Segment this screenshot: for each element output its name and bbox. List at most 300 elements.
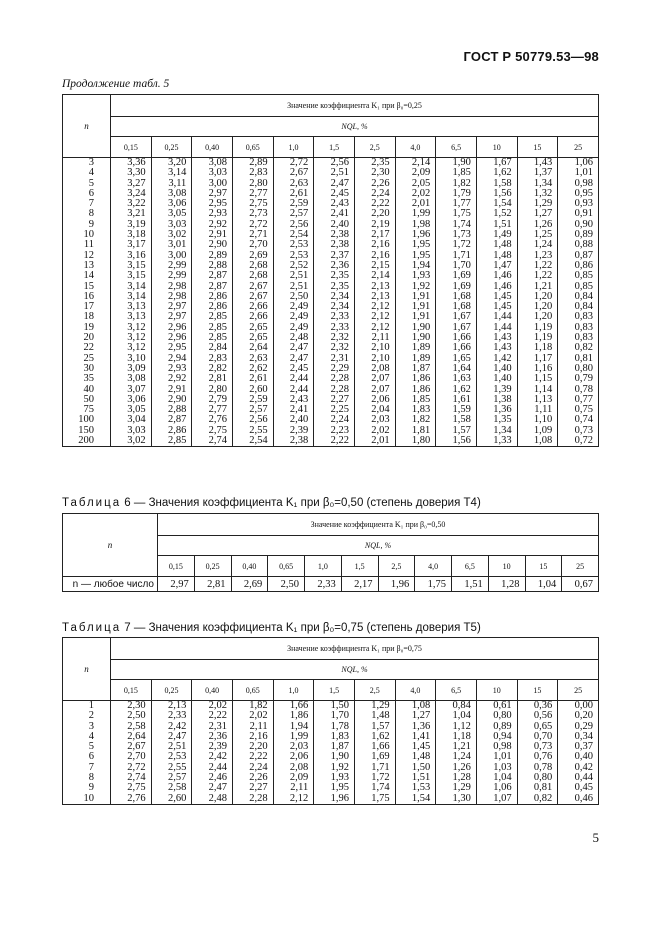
table-cell: 2,57 [232,405,273,415]
table-cell: 0,72 [558,436,599,447]
table-cell: 2,60 [151,794,192,805]
table-cell: 1,45 [476,302,517,312]
table-cell: 0,88 [558,240,599,250]
table-cell: 1,04 [525,577,562,592]
table-cell: 3,15 [111,271,152,281]
table-cell: 2,76 [111,794,152,805]
table-cell: 2,81 [192,374,233,384]
table-cell: 1,81 [395,426,436,436]
table-cell: 2,48 [273,333,314,343]
coef-title: Значение коэффициента K₁ при β₀=0,75 [111,638,599,660]
table-cell: 2,65 [232,323,273,333]
table-cell: 2,10 [354,343,395,353]
row-n: 25 [63,354,111,364]
table-cell: 0,40 [558,752,599,762]
table-cell: 2,41 [314,209,355,219]
nql-value-header: 1,5 [314,137,355,158]
table-cell: 1,04 [436,711,477,721]
table-cell: 0,56 [517,711,558,721]
table-cell: 1,90 [436,158,477,169]
table-cell: 2,59 [232,395,273,405]
table-cell: 3,00 [192,179,233,189]
table-cell: 1,96 [395,230,436,240]
table-cell: 1,20 [517,312,558,322]
table-cell: 2,97 [151,312,192,322]
table-cell: 1,89 [395,343,436,353]
table-cell: 2,14 [395,158,436,169]
table-cell: 2,90 [192,240,233,250]
table-cell: 1,56 [436,436,477,447]
table-cell: 0,81 [517,783,558,793]
table-cell: 0,73 [517,742,558,752]
table-cell: 2,82 [192,364,233,374]
table-cell: 3,21 [111,209,152,219]
table-cell: 1,36 [395,722,436,732]
table-cell: 0,79 [558,374,599,384]
table-cell: 1,85 [436,168,477,178]
table-cell: 1,46 [476,282,517,292]
table-cell: 1,24 [436,752,477,762]
row-n: 4 [63,168,111,178]
table-cell: 2,30 [111,701,152,712]
table-cell: 1,29 [436,783,477,793]
row-n: 9 [63,783,111,793]
table-cell: 1,40 [476,374,517,384]
table7 [62,637,599,805]
table-cell: 2,41 [273,405,314,415]
table-cell: 3,03 [111,426,152,436]
table-cell: 2,55 [232,426,273,436]
table-cell: 3,13 [111,302,152,312]
n-header: n [63,638,111,701]
table-cell: 1,82 [395,415,436,425]
table-cell: 3,05 [151,209,192,219]
row-n: 10 [63,230,111,240]
table-cell: 0,34 [558,732,599,742]
table-cell: 0,20 [558,711,599,721]
table-cell: 2,60 [232,385,273,395]
table-cell: 1,69 [436,271,477,281]
table-cell: 2,34 [314,302,355,312]
table-cell: 2,37 [314,251,355,261]
table-cell: 1,54 [395,794,436,805]
table-cell: 2,30 [354,168,395,178]
table-cell: 2,56 [273,220,314,230]
table-cell: 1,92 [314,763,355,773]
table-cell: 2,49 [273,312,314,322]
row-n: 20 [63,333,111,343]
nql-value-header: 0,40 [231,556,268,577]
table-cell: 0,73 [558,426,599,436]
table-cell: 1,43 [476,343,517,353]
row-n: 200 [63,436,111,447]
table-cell: 2,64 [111,732,152,742]
table-cell: 2,63 [232,354,273,364]
table-cell: 1,09 [517,426,558,436]
table-cell: 1,22 [517,261,558,271]
table-cell: 3,10 [111,354,152,364]
row-n: 10 [63,794,111,805]
table-cell: 2,28 [314,385,355,395]
table-cell: 1,20 [517,302,558,312]
table-cell: 1,40 [476,364,517,374]
table-cell: 1,38 [476,395,517,405]
table-cell: 1,51 [452,577,489,592]
table-cell: 2,28 [314,374,355,384]
table-cell: 0,80 [558,364,599,374]
table-cell: 0,91 [558,209,599,219]
table-cell: 2,09 [273,773,314,783]
table-cell: 1,28 [436,773,477,783]
table-cell: 2,67 [111,742,152,752]
table-cell: 1,47 [476,261,517,271]
table-cell: 1,66 [273,701,314,712]
table-cell: 1,93 [395,271,436,281]
table-cell: 2,95 [151,343,192,353]
table-cell: 0,74 [558,415,599,425]
table-cell: 2,24 [232,763,273,773]
table-cell: 2,53 [273,251,314,261]
table-cell: 2,47 [314,179,355,189]
table-cell: 2,85 [192,312,233,322]
nql-label: NQL, % [158,536,599,556]
row-n: 16 [63,292,111,302]
row-n: 7 [63,763,111,773]
table-cell: 1,67 [476,158,517,169]
nql-value-header: 0,65 [232,680,273,701]
table-cell: 1,44 [476,312,517,322]
table-cell: 1,82 [436,179,477,189]
table7-caption: Таблица 7 — Значения коэффициента K₁ при β₀=0,75 (степень доверия Т5) [62,622,481,634]
table-cell: 2,75 [111,783,152,793]
table-cell: 0,90 [558,220,599,230]
row-n: 9 [63,220,111,230]
row-n: 100 [63,415,111,425]
table-cell: 1,89 [395,354,436,364]
table-cell: 1,39 [476,385,517,395]
table-cell: 1,03 [476,763,517,773]
table-cell: 2,02 [192,701,233,712]
table-cell: 1,72 [436,240,477,250]
table-cell: 2,97 [151,302,192,312]
table-cell: 2,86 [151,426,192,436]
table-cell: 3,03 [151,220,192,230]
coef-title: Значение коэффициента K₁ при β₀=0,25 [111,95,599,117]
nql-value-header: 1,0 [273,680,314,701]
table-cell: 2,51 [151,742,192,752]
nql-value-header: 0,25 [151,680,192,701]
table-cell: 2,20 [354,209,395,219]
table-cell: 2,47 [151,732,192,742]
table-cell: 2,02 [354,426,395,436]
table-cell: 2,17 [354,230,395,240]
nql-value-header: 0,40 [192,680,233,701]
table-cell: 3,08 [151,189,192,199]
table-cell: 2,89 [192,251,233,261]
nql-value-header: 0,15 [111,680,152,701]
table-cell: 2,77 [192,405,233,415]
table-cell: 0,83 [558,333,599,343]
table-cell: 2,50 [111,711,152,721]
nql-value-header: 1,0 [305,556,342,577]
table-cell: 0,87 [558,251,599,261]
table-cell: 0,84 [558,302,599,312]
table-cell: 2,75 [232,199,273,209]
table-cell: 1,37 [517,168,558,178]
table-cell: 1,69 [436,282,477,292]
table-cell: 1,13 [517,395,558,405]
table-cell: 1,95 [395,240,436,250]
table-cell: 1,59 [436,405,477,415]
table-cell: 2,12 [354,302,395,312]
table-cell: 2,84 [192,343,233,353]
table-cell: 2,71 [232,230,273,240]
table-row [63,794,599,805]
table-cell: 1,95 [395,251,436,261]
table-cell: 2,43 [314,199,355,209]
table-cell: 1,98 [395,220,436,230]
table-cell: 2,33 [151,711,192,721]
table-cell: 1,70 [436,261,477,271]
table-cell: 1,06 [558,158,599,169]
table-cell: 1,48 [354,711,395,721]
table-cell: 1,91 [395,312,436,322]
nql-value-header: 4,0 [395,137,436,158]
table-cell: 2,07 [354,374,395,384]
table-cell: 2,58 [111,722,152,732]
table-cell: 0,98 [558,179,599,189]
table-cell: 2,08 [354,364,395,374]
table-cell: 2,40 [314,220,355,230]
table-cell: 2,90 [151,395,192,405]
table-cell: 2,25 [314,405,355,415]
table-cell: 2,36 [192,732,233,742]
table-cell: 2,63 [273,179,314,189]
table-cell: 3,16 [111,251,152,261]
nql-value-header: 2,5 [354,680,395,701]
table-cell: 1,18 [517,343,558,353]
table-cell: 1,45 [476,292,517,302]
table-cell: 1,87 [314,742,355,752]
table-cell: 3,00 [151,251,192,261]
table-cell: 1,48 [395,752,436,762]
table-cell: 0,75 [558,405,599,415]
row-n: 50 [63,395,111,405]
table-cell: 1,69 [354,752,395,762]
table-cell: 1,92 [395,282,436,292]
table-cell: 2,80 [232,179,273,189]
table-cell: 1,16 [517,364,558,374]
table-cell: 2,87 [151,415,192,425]
table-cell: 2,29 [314,364,355,374]
page-number: 5 [592,830,599,845]
table-cell: 1,24 [517,240,558,250]
table-cell: 1,70 [314,711,355,721]
table-cell: 1,30 [436,794,477,805]
table-cell: 2,52 [273,261,314,271]
nql-value-header: 25 [558,680,599,701]
table-cell: 1,74 [436,220,477,230]
table-cell: 2,36 [314,261,355,271]
table-cell: 2,04 [354,405,395,415]
table-cell: 3,30 [111,168,152,178]
table-cell: 3,05 [111,405,152,415]
table-cell: 2,22 [354,199,395,209]
table-cell: 1,48 [476,251,517,261]
nql-value-header: 6,5 [452,556,489,577]
nql-value-header: 0,25 [151,137,192,158]
table-cell: 2,22 [314,436,355,447]
table-cell: 2,74 [111,773,152,783]
table-cell: 3,20 [151,158,192,169]
table-cell: 3,15 [111,261,152,271]
row-n: 40 [63,385,111,395]
table-cell: 2,12 [354,323,395,333]
table-cell: 0,67 [562,577,599,592]
table-cell: 2,51 [273,271,314,281]
row-n: 14 [63,271,111,281]
table-cell: 1,22 [517,271,558,281]
table-cell: 1,57 [436,426,477,436]
table-cell: 1,10 [517,415,558,425]
table-cell: 3,06 [151,199,192,209]
nql-value-header: 0,65 [232,137,273,158]
table-row [63,436,599,447]
table-cell: 0,78 [558,385,599,395]
table-cell: 2,39 [192,742,233,752]
table-cell: 2,44 [192,763,233,773]
table-cell: 2,26 [232,773,273,783]
row-n: 7 [63,199,111,209]
table-cell: 1,65 [436,354,477,364]
nql-header-row [63,137,599,158]
table-cell: 0,83 [558,323,599,333]
table-cell: 2,07 [354,385,395,395]
table-cell: 2,03 [273,742,314,752]
table-cell: 2,26 [354,179,395,189]
table-cell: 2,95 [192,199,233,209]
table-cell: 1,18 [436,732,477,742]
table-cell: 2,80 [192,385,233,395]
table-cell: 2,94 [151,354,192,364]
table-cell: 1,11 [517,405,558,415]
table-cell: 2,06 [273,752,314,762]
table-cell: 2,72 [111,763,152,773]
table-cell: 2,22 [192,711,233,721]
table-cell: 2,92 [192,220,233,230]
coef-title: Значение коэффициента K₁ при β₀=0,50 [158,514,599,536]
table-cell: 1,72 [354,773,395,783]
table-cell: 2,96 [151,333,192,343]
table-cell: 2,66 [232,312,273,322]
nql-label: NQL, % [111,117,599,137]
table5 [62,94,599,447]
table-cell: 0,65 [517,722,558,732]
row-n: 17 [63,302,111,312]
table-cell: 3,19 [111,220,152,230]
table-row [63,374,599,384]
row-n: 19 [63,323,111,333]
nql-value-header: 0,40 [192,137,233,158]
table-cell: 3,04 [111,415,152,425]
table-cell: 2,32 [314,343,355,353]
table-cell: 2,55 [151,763,192,773]
table-cell: 1,34 [476,426,517,436]
table-cell: 3,02 [151,230,192,240]
table7-body [63,701,599,805]
table-cell: 2,88 [192,261,233,271]
table-cell: 3,14 [111,292,152,302]
nql-value-header: 10 [476,137,517,158]
table-cell: 2,97 [158,577,195,592]
table-cell: 2,74 [192,436,233,447]
table-cell: 1,66 [436,333,477,343]
table-cell: 2,38 [314,230,355,240]
table-cell: 1,49 [476,230,517,240]
row-n: 150 [63,426,111,436]
table-cell: 2,44 [273,385,314,395]
table-cell: 1,32 [517,189,558,199]
table-cell: 1,99 [273,732,314,742]
table-cell: 2,31 [192,722,233,732]
table-cell: 2,05 [395,179,436,189]
table-cell: 0,80 [517,773,558,783]
table-cell: 1,21 [517,282,558,292]
table-cell: 2,47 [192,783,233,793]
table-cell: 2,38 [273,436,314,447]
table-cell: 1,50 [314,701,355,712]
table-cell: 2,35 [354,158,395,169]
table-cell: 0,46 [558,794,599,805]
table-cell: 3,08 [192,158,233,169]
table-cell: 1,17 [517,354,558,364]
table-cell: 2,02 [232,711,273,721]
row-n: 5 [63,742,111,752]
table-cell: 2,20 [232,742,273,752]
table-cell: 1,90 [395,333,436,343]
table-cell: 0,82 [517,794,558,805]
table-cell: 1,67 [436,312,477,322]
table-cell: 2,46 [192,773,233,783]
table-cell: 2,16 [354,240,395,250]
table-cell: 2,47 [273,343,314,353]
table-cell: 2,12 [273,794,314,805]
table-cell: 2,13 [354,292,395,302]
table-cell: 2,61 [273,189,314,199]
table-cell: 1,46 [476,271,517,281]
table-cell: 3,17 [111,240,152,250]
table-cell: 1,53 [395,783,436,793]
table-cell: 1,95 [314,783,355,793]
table-cell: 3,01 [151,240,192,250]
table-cell: 2,15 [354,261,395,271]
table-cell: 2,54 [273,230,314,240]
table-cell: 0,98 [476,742,517,752]
table-cell: 2,85 [192,323,233,333]
table-cell: 2,33 [314,323,355,333]
table-cell: 1,75 [354,794,395,805]
table-cell: 1,01 [476,752,517,762]
table-cell: 2,69 [231,577,268,592]
table-cell: 2,50 [273,292,314,302]
table-cell: 1,67 [436,323,477,333]
table-cell: 1,96 [378,577,415,592]
table-cell: 1,90 [395,323,436,333]
nql-value-header: 0,15 [111,137,152,158]
table-cell: 2,50 [268,577,305,592]
table-cell: 3,22 [111,199,152,209]
table-cell: 2,11 [232,722,273,732]
